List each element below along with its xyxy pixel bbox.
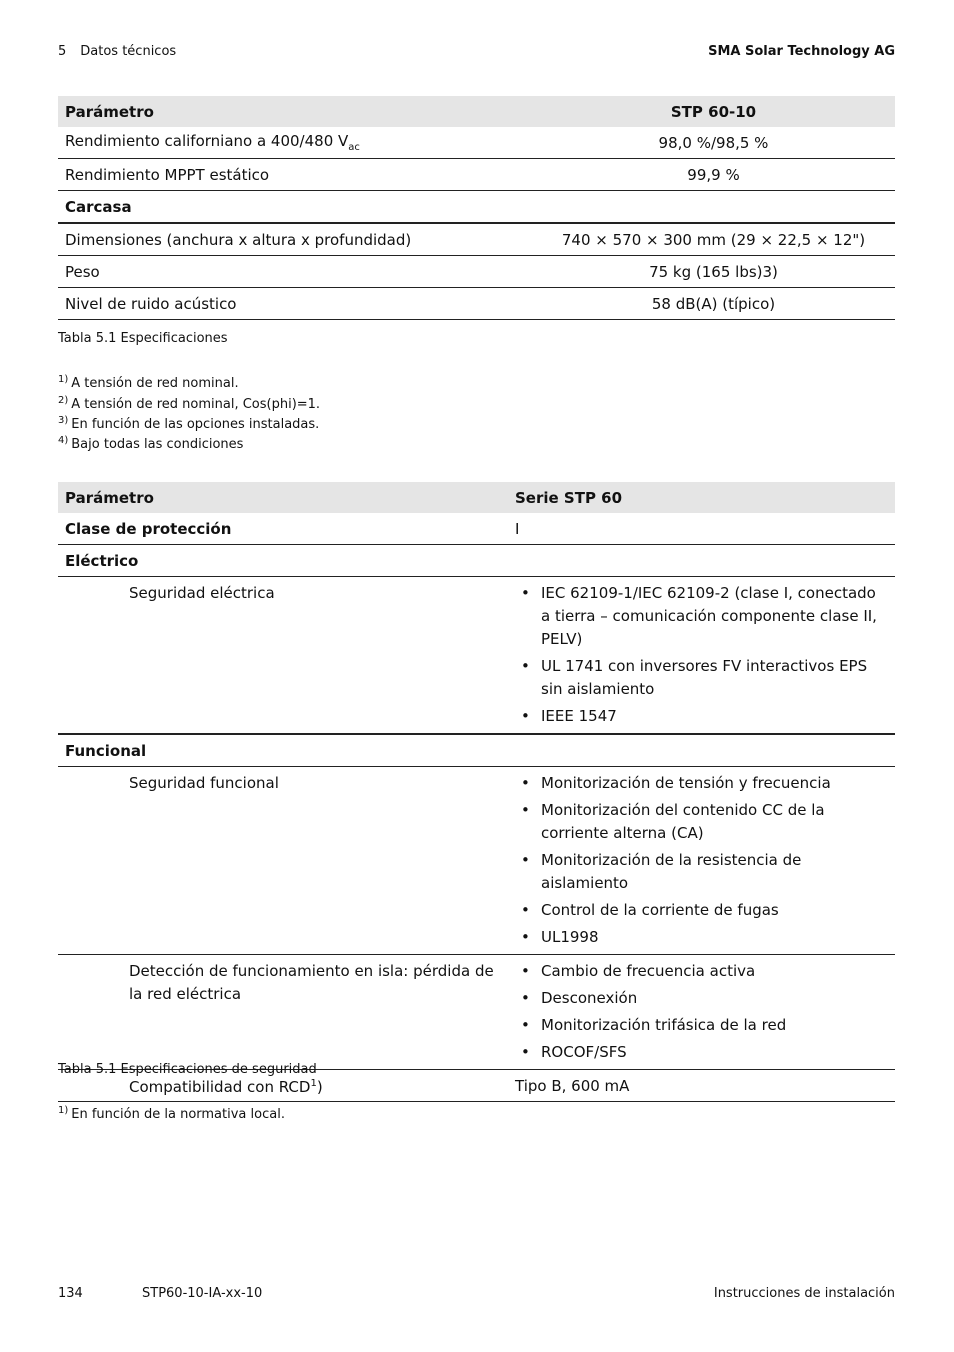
- footnote: $^{4)}$ Bajo todas las condiciones: [58, 435, 244, 452]
- row-label: Seguridad funcional: [58, 767, 508, 955]
- list-item: • UL1998: [541, 926, 888, 949]
- table-header-row: [58, 96, 895, 127]
- section-title: Funcional: [58, 734, 895, 767]
- table-caption: Tabla 5.1 Especificaciones: [58, 331, 228, 346]
- table-row: [58, 288, 895, 320]
- row-value: [508, 577, 895, 735]
- list-item: • Monitorización trifásica de la red: [541, 1014, 888, 1037]
- bullet-list: [515, 960, 888, 1064]
- section-row-electrico: [58, 545, 895, 577]
- list-item: • Cambio de frecuencia activa: [541, 960, 888, 983]
- page-header: [58, 44, 895, 60]
- section-row-carcasa: [58, 191, 895, 224]
- table-header-row: [58, 482, 895, 513]
- row-label: Compatibilidad con RCD$^1$): [58, 1070, 508, 1102]
- row-label: Clase de protección: [58, 513, 508, 545]
- row-value: Tipo B, 600 mA: [508, 1070, 895, 1102]
- row-value: [508, 955, 895, 1070]
- footnote: $^{3)}$ En función de las opciones instaladas.: [58, 415, 320, 432]
- table-caption: Tabla 5.1 Especificaciones de seguridad: [58, 1062, 317, 1077]
- header-param: Parámetro: [58, 482, 508, 513]
- document-code: STP60-10-IA-xx-10: [142, 1286, 263, 1301]
- specifications-table: [58, 96, 895, 320]
- row-label: Seguridad eléctrica: [58, 577, 508, 735]
- table-row: [58, 577, 895, 735]
- section-title: Datos técnicos: [80, 44, 177, 59]
- list-item: • Control de la corriente de fugas: [541, 899, 888, 922]
- bullet-list: [515, 582, 888, 728]
- document-title: Instrucciones de instalación: [713, 1286, 895, 1301]
- section-title: Carcasa: [58, 191, 895, 224]
- row-value: 75 kg (165 lbs)3): [532, 256, 895, 288]
- list-item: • Monitorización del contenido CC de la corriente alterna (CA): [541, 799, 888, 845]
- row-label: Rendimiento californiano a 400/480 $V_{ac}$: [58, 127, 532, 159]
- list-item: • UL 1741 con inversores FV interactivos EPS sin aislamiento: [541, 655, 888, 701]
- table-row: [58, 159, 895, 191]
- table-row: [58, 513, 895, 545]
- row-value: I: [508, 513, 895, 545]
- row-label: Dimensiones (anchura x altura x profundidad): [58, 223, 532, 256]
- row-label: Nivel de ruido acústico: [58, 288, 532, 320]
- footnote: $^{1)}$ A tensión de red nominal.: [58, 374, 239, 391]
- bullet-list: [515, 772, 888, 949]
- page-footer: [58, 1286, 895, 1302]
- row-value: 98,0 %/98,5 %: [532, 127, 895, 159]
- row-label: Detección de funcionamiento en isla: pérdida de la red eléctrica: [58, 955, 508, 1070]
- table-row: [58, 223, 895, 256]
- header-param: Parámetro: [58, 96, 532, 127]
- table-row: [58, 127, 895, 159]
- page-number: 134: [58, 1286, 83, 1301]
- section-row-funcional: [58, 734, 895, 767]
- header-value: STP 60-10: [532, 96, 895, 127]
- section-number: 5: [58, 44, 67, 59]
- list-item: • Monitorización de tensión y frecuencia: [541, 772, 888, 795]
- list-item: • IEEE 1547: [541, 705, 888, 728]
- row-label: Rendimiento MPPT estático: [58, 159, 532, 191]
- list-item: • Monitorización de la resistencia de aislamiento: [541, 849, 888, 895]
- footnote: $^{2)}$ A tensión de red nominal, Cos(phi)=1.: [58, 395, 321, 412]
- row-value: [508, 767, 895, 955]
- row-value: 740 × 570 × 300 mm (29 × 22,5 × 12"): [532, 223, 895, 256]
- row-label: Peso: [58, 256, 532, 288]
- row-value: 58 dB(A) (típico): [532, 288, 895, 320]
- section-title: Eléctrico: [58, 545, 895, 577]
- list-item: • IEC 62109-1/IEC 62109-2 (clase I, conectado a tierra – comunicación componente clase II, PELV): [541, 582, 888, 651]
- list-item: • ROCOF/SFS: [541, 1041, 888, 1064]
- company-name: SMA Solar Technology AG: [708, 44, 895, 59]
- table-row: [58, 767, 895, 955]
- header-value: Serie STP 60: [508, 482, 895, 513]
- table-row: [58, 955, 895, 1070]
- footnote: $^{1)}$ En función de la normativa local.: [58, 1105, 285, 1122]
- safety-specifications-table: [58, 482, 895, 1102]
- table-row: [58, 256, 895, 288]
- row-value: 99,9 %: [532, 159, 895, 191]
- list-item: • Desconexión: [541, 987, 888, 1010]
